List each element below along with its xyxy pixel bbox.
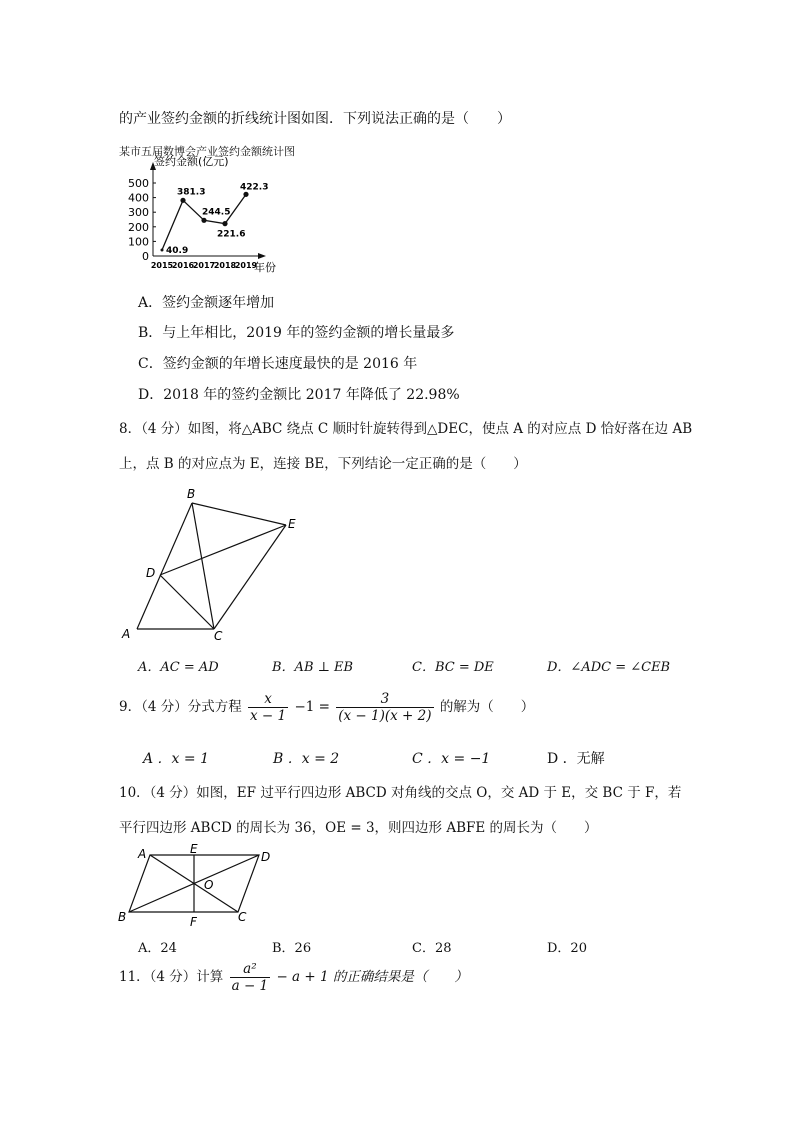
- point-label-a: A: [138, 847, 147, 861]
- y-tick-label: 100: [128, 235, 149, 249]
- x-tick-label: 2017: [192, 261, 216, 270]
- q9-rhs-numerator: 3: [336, 691, 433, 708]
- q8-option-a[interactable]: A．AC = AD: [138, 660, 219, 675]
- q7-stem: 的产业签约金额的折线统计图如图．下列说法正确的是（ ）: [119, 111, 511, 127]
- q9-equation: [119, 691, 534, 724]
- q7-option-d[interactable]: D．2018 年的签约金额比 2017 年降低了 22.98%: [138, 387, 460, 403]
- q9-minus-one: −1 =: [294, 699, 330, 715]
- y-tick-label: 300: [128, 206, 149, 220]
- q11-prefix: 11．（4 分）计算: [119, 969, 224, 985]
- q9-lhs-denominator: x − 1: [250, 708, 287, 724]
- point-label-f: F: [190, 915, 197, 928]
- q8-stem-line2: 上，点 B 的对应点为 E，连接 BE，下列结论一定正确的是（ ）: [119, 456, 527, 472]
- point-label-b: B: [118, 910, 127, 924]
- q9-option-b[interactable]: B ．x = 2: [273, 751, 340, 767]
- q10-figure: [116, 842, 286, 928]
- point-label-o: O: [204, 878, 214, 892]
- point-label-e: E: [190, 842, 198, 856]
- segment-ec: [214, 525, 286, 629]
- point-label-d: D: [261, 850, 271, 864]
- q8-option-c[interactable]: C．BC = DE: [412, 660, 494, 675]
- x-tick-label: 2019: [234, 261, 258, 270]
- q9-lhs-fraction: [248, 691, 288, 724]
- q9-rhs-denominator: (x − 1)(x + 2): [338, 708, 432, 724]
- data-point: [243, 192, 248, 197]
- q10-option-a[interactable]: A．24: [138, 941, 177, 956]
- q10-option-c[interactable]: C．28: [412, 941, 452, 956]
- q8-stem-line1: 8．（4 分）如图，将△ABC 绕点 C 顺时针旋转得到△DEC，使点 A 的对应点 D 恰好落在边 AB: [119, 421, 693, 437]
- data-label: 244.5: [202, 207, 231, 218]
- q9-prefix: 9．（4 分）分式方程: [119, 699, 242, 715]
- point-label-e: E: [288, 517, 296, 531]
- q8-option-b[interactable]: B．AB ⊥ EB: [272, 660, 354, 675]
- point-label-c: C: [238, 910, 247, 924]
- q7-option-a[interactable]: A．签约金额逐年增加: [138, 295, 275, 311]
- x-axis-arrow: [258, 253, 266, 259]
- q7-option-c[interactable]: C．签约金额的年增长速度最快的是 2016 年: [138, 356, 418, 372]
- point-label-a: A: [122, 627, 131, 641]
- data-label: 381.3: [177, 187, 206, 198]
- y-tick-label: 400: [128, 191, 149, 205]
- q9-rhs-fraction: [336, 691, 433, 724]
- q11-tail: − a + 1 的正确结果是（ ）: [276, 969, 468, 985]
- y-axis-label: 签约金额(亿元): [154, 156, 229, 168]
- data-label: 422.3: [240, 182, 269, 193]
- q11-denominator: a − 1: [231, 978, 269, 994]
- point-label-b: B: [187, 487, 196, 501]
- chart-title: 某市五届数博会产业签约金额统计图: [119, 145, 295, 158]
- q9-option-c[interactable]: C ．x = −1: [412, 751, 491, 767]
- y-tick-label: 0: [142, 250, 149, 263]
- q11-numerator: a²: [230, 961, 271, 978]
- q10-option-d[interactable]: D．20: [547, 941, 587, 956]
- data-point: [180, 198, 185, 203]
- q9-option-d[interactable]: D ．无解: [547, 751, 605, 767]
- q10-stem-line2: 平行四边形 ABCD 的周长为 36，OE = 3，则四边形 ABFE 的周长为（ ）: [119, 820, 598, 836]
- segment-be: [192, 503, 286, 525]
- q10-option-b[interactable]: B．26: [272, 941, 312, 956]
- q8-figure: [118, 484, 308, 644]
- q9-option-a[interactable]: A ．x = 1: [143, 751, 209, 767]
- data-point: [222, 221, 227, 226]
- data-label: 40.9: [166, 246, 189, 257]
- q9-lhs-numerator: x: [248, 691, 288, 708]
- point-label-d: D: [146, 566, 156, 580]
- q11-fraction: [230, 961, 271, 994]
- q7-option-b[interactable]: B．与上年相比，2019 年的签约金额的增长量最多: [138, 325, 455, 341]
- point-label-c: C: [214, 629, 223, 643]
- q11-expression: [119, 961, 468, 994]
- y-tick-label: 500: [128, 177, 149, 190]
- line-chart: [118, 156, 298, 276]
- data-label: 221.6: [217, 229, 246, 240]
- x-axis-label: 年份: [254, 261, 276, 274]
- q9-suffix: 的解为（ ）: [439, 699, 535, 715]
- x-tick-label: 2015: [150, 261, 174, 270]
- x-tick-label: 2016: [171, 261, 195, 270]
- data-point: [161, 249, 164, 252]
- x-tick-label: 2018: [213, 261, 237, 270]
- q10-stem-line1: 10．（4 分）如图，EF 过平行四边形 ABCD 对角线的交点 O，交 AD 于 E，交 BC 于 F，若: [119, 785, 682, 801]
- data-point: [201, 218, 206, 223]
- y-tick-label: 200: [128, 220, 149, 234]
- q8-option-d[interactable]: D．∠ADC = ∠CEB: [547, 660, 671, 675]
